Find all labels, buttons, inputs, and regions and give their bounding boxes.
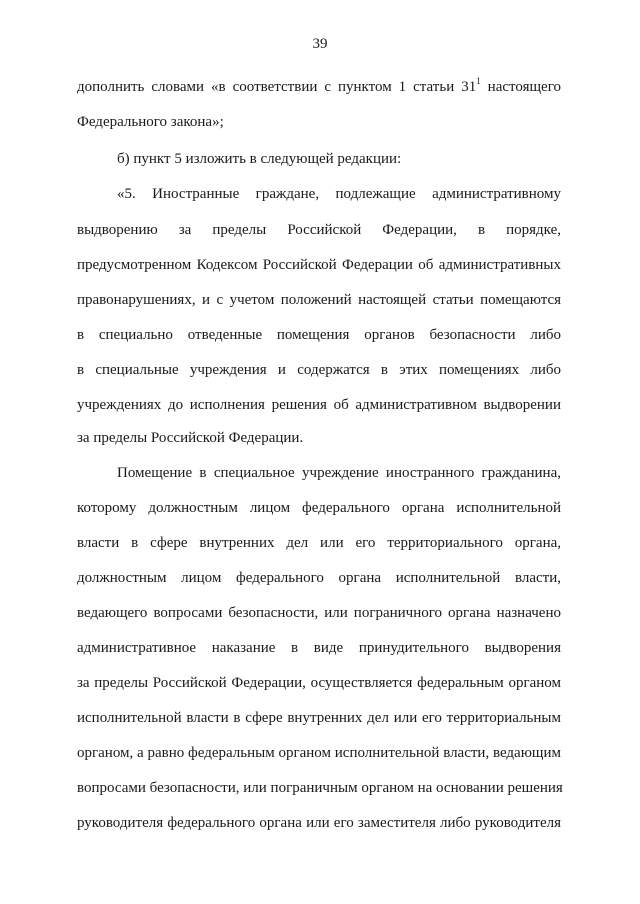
text-line — [77, 77, 561, 97]
text-line: административное наказание в виде принудительного выдворения — [77, 640, 561, 656]
text-line: б) пункт 5 изложить в следующей редакции: — [117, 151, 402, 167]
text-line: в специальные учреждения и содержатся в этих помещениях либо — [77, 362, 561, 378]
text-fragment: настоящего — [480, 79, 561, 95]
text-line: которому должностным лицом федерального органа исполнительной — [77, 500, 561, 516]
text-line: исполнительной власти в сфере внутренних дел или его территориальным — [77, 710, 561, 726]
text-line: органом, а равно федеральным органом исполнительной власти, ведающим — [77, 745, 561, 761]
text-line: предусмотренном Кодексом Российской Федерации об административных — [77, 257, 561, 273]
text-fragment: дополнить словами «в соответствии с пунктом 1 статьи 31 — [77, 79, 477, 95]
text-line: Помещение в специальное учреждение иностранного гражданина, — [117, 465, 561, 481]
page-number: 39 — [312, 36, 328, 52]
text-line: правонарушениях, и с учетом положений настоящей статьи помещаются — [77, 292, 561, 308]
text-line: Федерального закона»; — [77, 114, 224, 130]
text-line: выдворению за пределы Российской Федерации, в порядке, — [77, 222, 561, 238]
text-line: власти в сфере внутренних дел или его территориального органа, — [77, 535, 561, 551]
text-line: ведающего вопросами безопасности, или пограничного органа назначено — [77, 605, 561, 621]
text-line: за пределы Российской Федерации, осуществляется федеральным органом — [77, 675, 561, 691]
text-line: руководителя федерального органа или его заместителя либо руководителя — [77, 815, 561, 831]
text-line: вопросами безопасности, или пограничным органом на основании решения — [77, 780, 563, 796]
text-line: учреждениях до исполнения решения об административном выдворении — [77, 397, 561, 413]
text-line: в специально отведенные помещения органов безопасности либо — [77, 327, 561, 343]
superscript-reference: 1 — [476, 76, 481, 86]
text-line: «5. Иностранные граждане, подлежащие административному — [117, 186, 561, 202]
text-line: за пределы Российской Федерации. — [77, 430, 304, 446]
text-line: должностным лицом федерального органа исполнительной власти, — [77, 570, 561, 586]
